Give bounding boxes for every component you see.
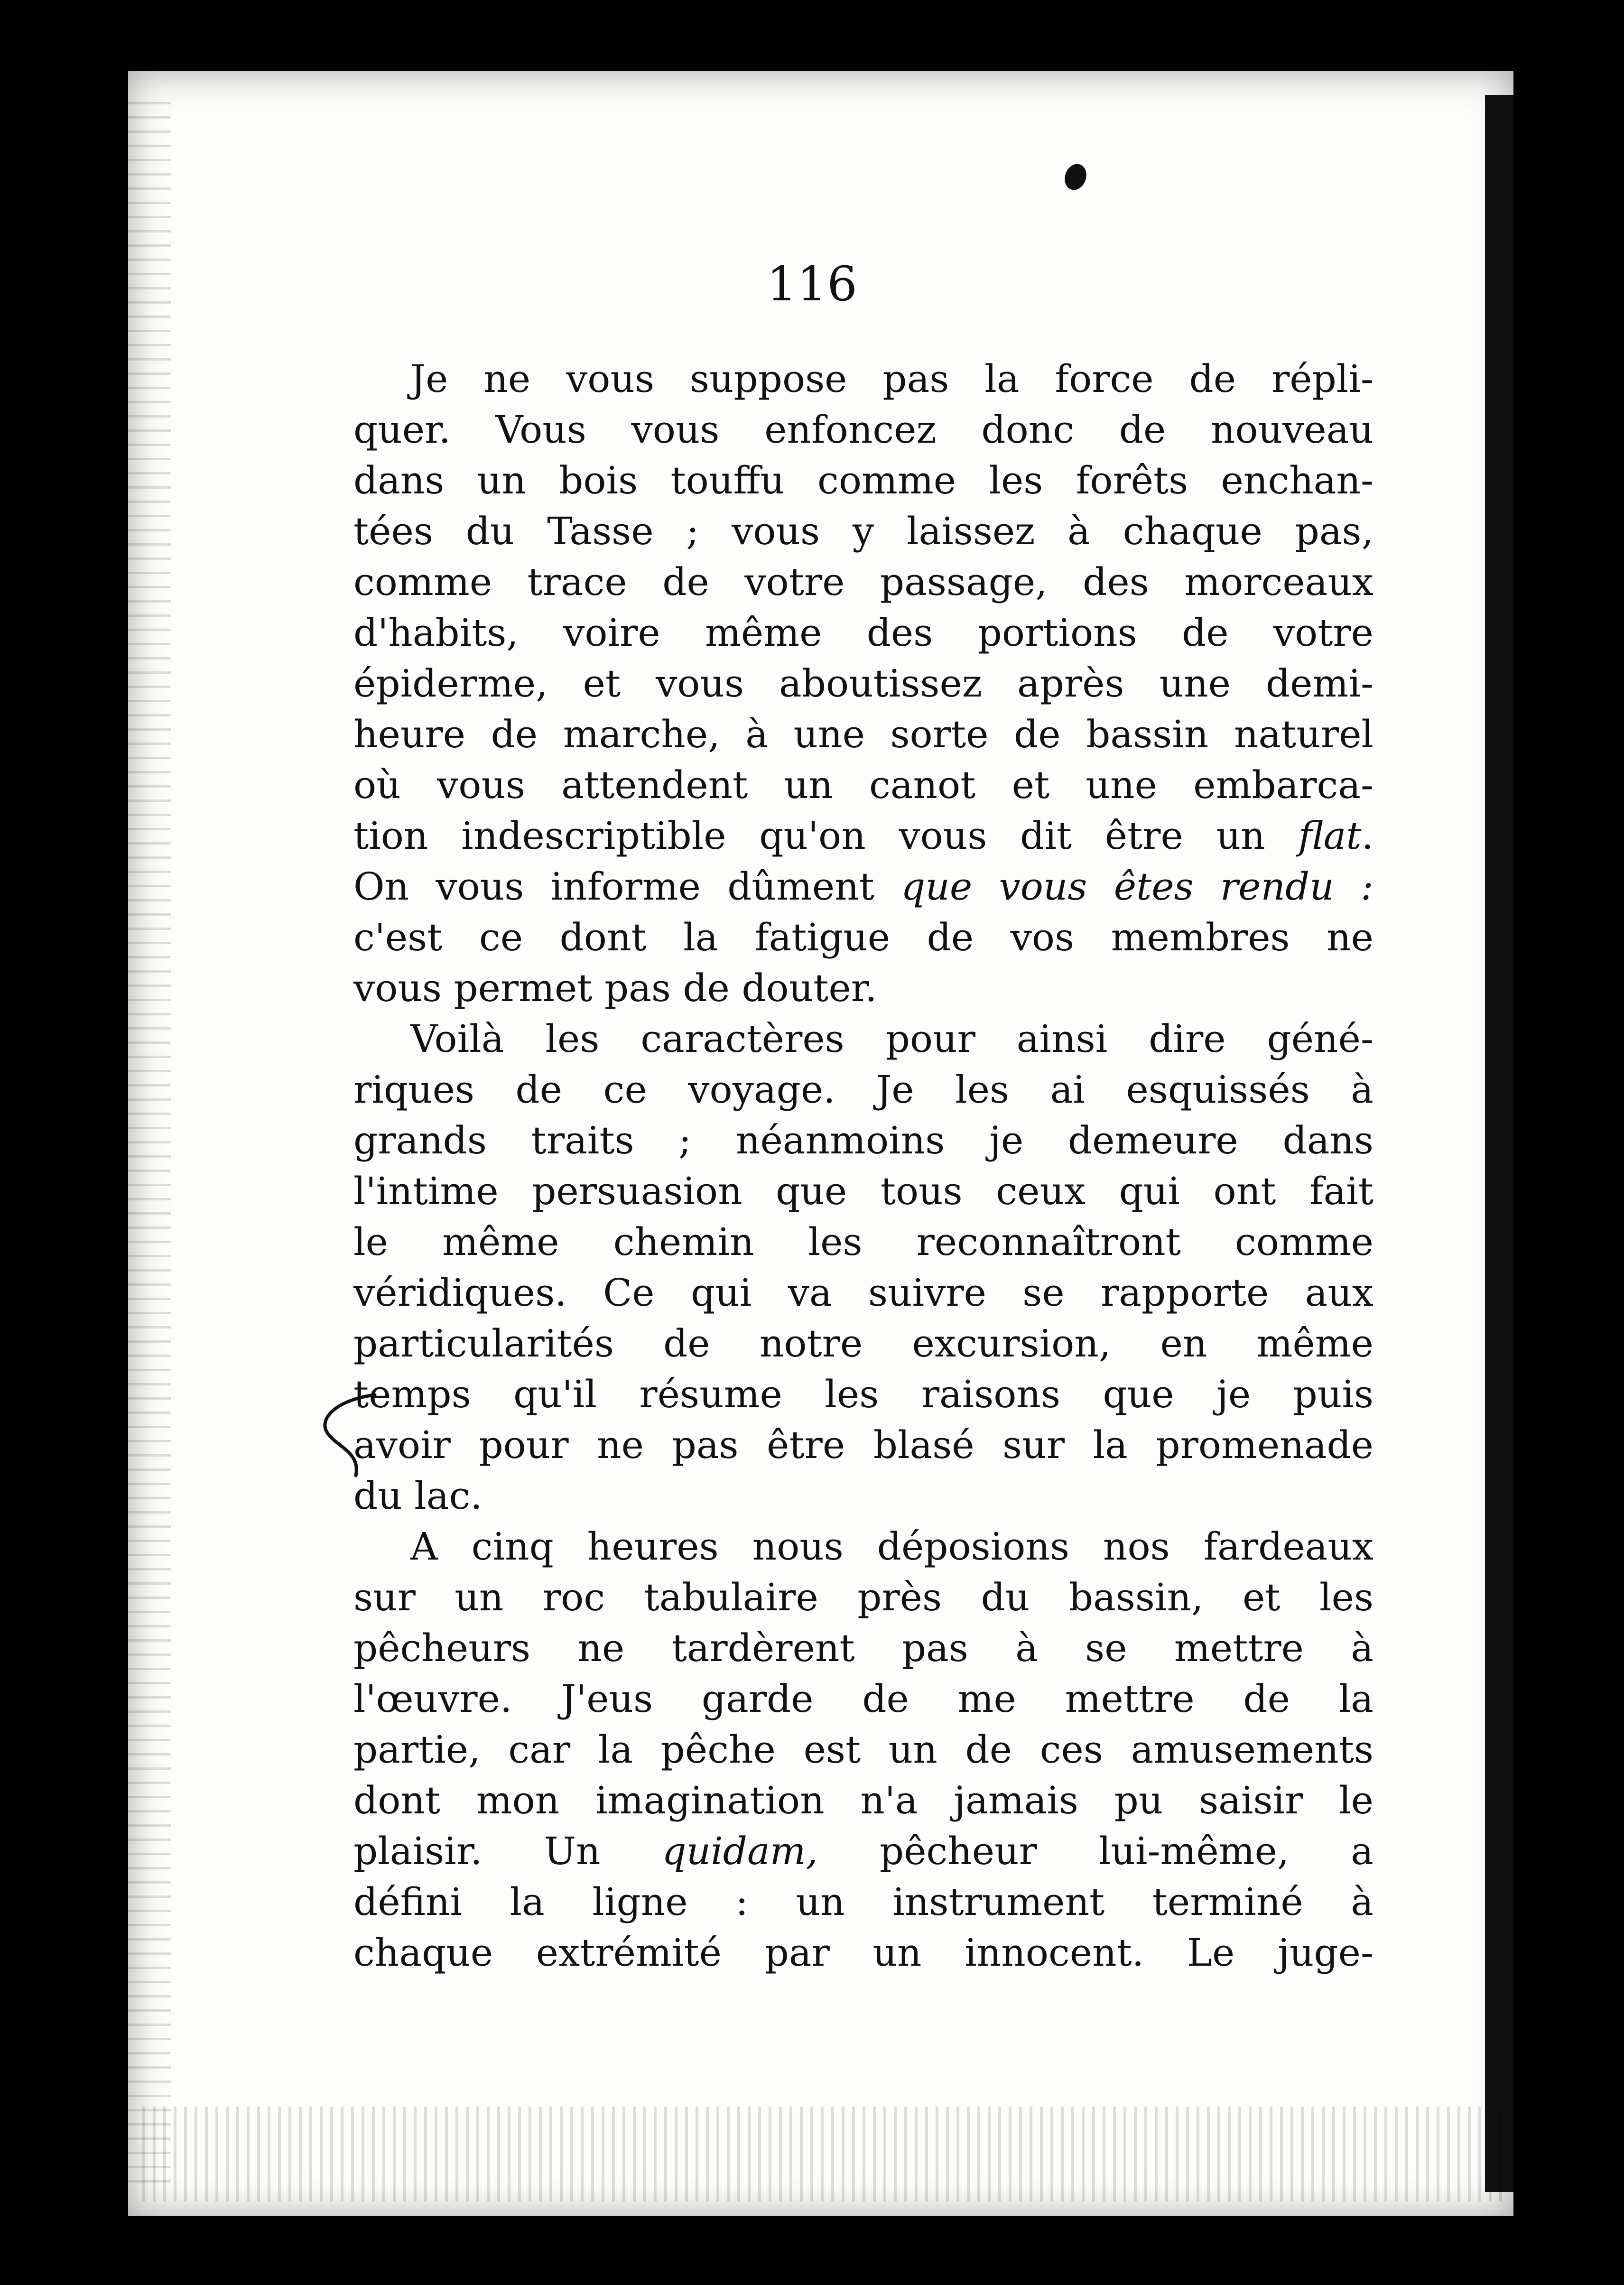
text-line xyxy=(353,1521,1373,1572)
text-line xyxy=(353,1572,1373,1623)
text-run: . xyxy=(1361,814,1373,858)
text-line xyxy=(353,1217,1373,1267)
text-line xyxy=(353,353,1373,404)
text-line xyxy=(353,1470,1373,1521)
text-line xyxy=(353,912,1373,963)
text-run: tées du Tasse ; vous y laissez à chaque pas, xyxy=(353,509,1373,553)
text-run: riques de ce voyage. Je les ai esquissés à xyxy=(353,1068,1373,1112)
text-line xyxy=(353,1724,1373,1775)
text-line xyxy=(353,1826,1373,1876)
text-run: pêcheurs ne tardèrent pas à se mettre à xyxy=(353,1626,1373,1670)
text-run: comme trace de votre passage, des morceaux xyxy=(353,560,1373,604)
text-line xyxy=(353,607,1373,658)
text-run: particularités de notre excursion, en même xyxy=(353,1321,1373,1365)
text-run: tion indescriptible qu'on vous dit être un xyxy=(353,814,1299,858)
text-line xyxy=(353,1420,1373,1470)
text-run: l'intime persuasion que tous ceux qui ont fait xyxy=(353,1169,1373,1213)
text-line xyxy=(353,557,1373,607)
text-run: le même chemin les reconnaîtront comme xyxy=(353,1220,1373,1264)
text-line xyxy=(353,658,1373,709)
pen-mark xyxy=(308,1390,380,1480)
text-line xyxy=(353,1623,1373,1673)
text-run: Je ne vous suppose pas la force de répli- xyxy=(410,357,1373,401)
text-run: quer. Vous vous enfoncez donc de nouveau xyxy=(353,408,1373,452)
text-run: dans un bois touffu comme les forêts enchan- xyxy=(353,458,1373,502)
text-run: vous permet pas de douter. xyxy=(353,966,877,1010)
text-run: pêcheur lui-même, a xyxy=(817,1829,1373,1873)
text-line xyxy=(353,861,1373,912)
text-run: où vous attendent un canot et une embarca- xyxy=(353,763,1373,807)
text-run: du lac. xyxy=(353,1474,483,1518)
text-run: partie, car la pêche est un de ces amusements xyxy=(353,1728,1373,1772)
text-line xyxy=(353,1876,1373,1927)
scan-noise-bottom xyxy=(142,2107,1509,2201)
text-line xyxy=(353,1927,1373,1978)
text-line xyxy=(353,1369,1373,1420)
italic-text: que vous êtes rendu : xyxy=(901,864,1373,909)
text-line xyxy=(353,1775,1373,1826)
text-run: plaisir. Un xyxy=(353,1829,662,1873)
text-run: sur un roc tabulaire près du bassin, et les xyxy=(353,1575,1373,1619)
text-run: temps qu'il résume les raisons que je puis xyxy=(353,1372,1373,1416)
text-run: épiderme, et vous aboutissez après une demi- xyxy=(353,661,1373,706)
page-edge xyxy=(1485,95,1513,2192)
text-line xyxy=(353,1673,1373,1724)
page-number: 116 xyxy=(767,256,857,312)
text-run: c'est ce dont la fatigue de vos membres ne xyxy=(353,915,1373,959)
text-line xyxy=(353,1013,1373,1064)
scan-noise-left xyxy=(128,95,171,2183)
text-run: chaque extrémité par un innocent. Le juge- xyxy=(353,1931,1373,1975)
text-line xyxy=(353,963,1373,1013)
italic-text: flat xyxy=(1298,814,1362,858)
text-run: avoir pour ne pas être blasé sur la promenade xyxy=(353,1423,1373,1467)
text-line xyxy=(353,1267,1373,1318)
text-line xyxy=(353,506,1373,557)
text-line xyxy=(353,1166,1373,1217)
text-line xyxy=(353,455,1373,506)
text-run: grands traits ; néanmoins je demeure dans xyxy=(353,1118,1373,1162)
text-line xyxy=(353,404,1373,455)
text-run: d'habits, voire même des portions de votre xyxy=(353,611,1373,655)
text-line xyxy=(353,1115,1373,1166)
text-run: défini la ligne : un instrument terminé à xyxy=(353,1880,1373,1924)
text-run: A cinq heures nous déposions nos fardeaux xyxy=(410,1524,1373,1569)
body-text xyxy=(353,353,1373,1978)
text-line xyxy=(353,709,1373,760)
italic-text: quidam, xyxy=(662,1829,818,1873)
text-run: dont mon imagination n'a jamais pu saisir le xyxy=(353,1778,1373,1822)
text-run: heure de marche, à une sorte de bassin naturel xyxy=(353,712,1373,756)
text-run: On vous informe dûment xyxy=(353,864,901,909)
text-line xyxy=(353,760,1373,810)
text-run: véridiques. Ce qui va suivre se rapporte aux xyxy=(353,1271,1373,1315)
text-line xyxy=(353,1064,1373,1115)
text-line xyxy=(353,1318,1373,1369)
text-run: Voilà les caractères pour ainsi dire géné- xyxy=(410,1017,1373,1061)
text-line xyxy=(353,810,1373,861)
text-run: l'œuvre. J'eus garde de me mettre de la xyxy=(353,1677,1373,1721)
